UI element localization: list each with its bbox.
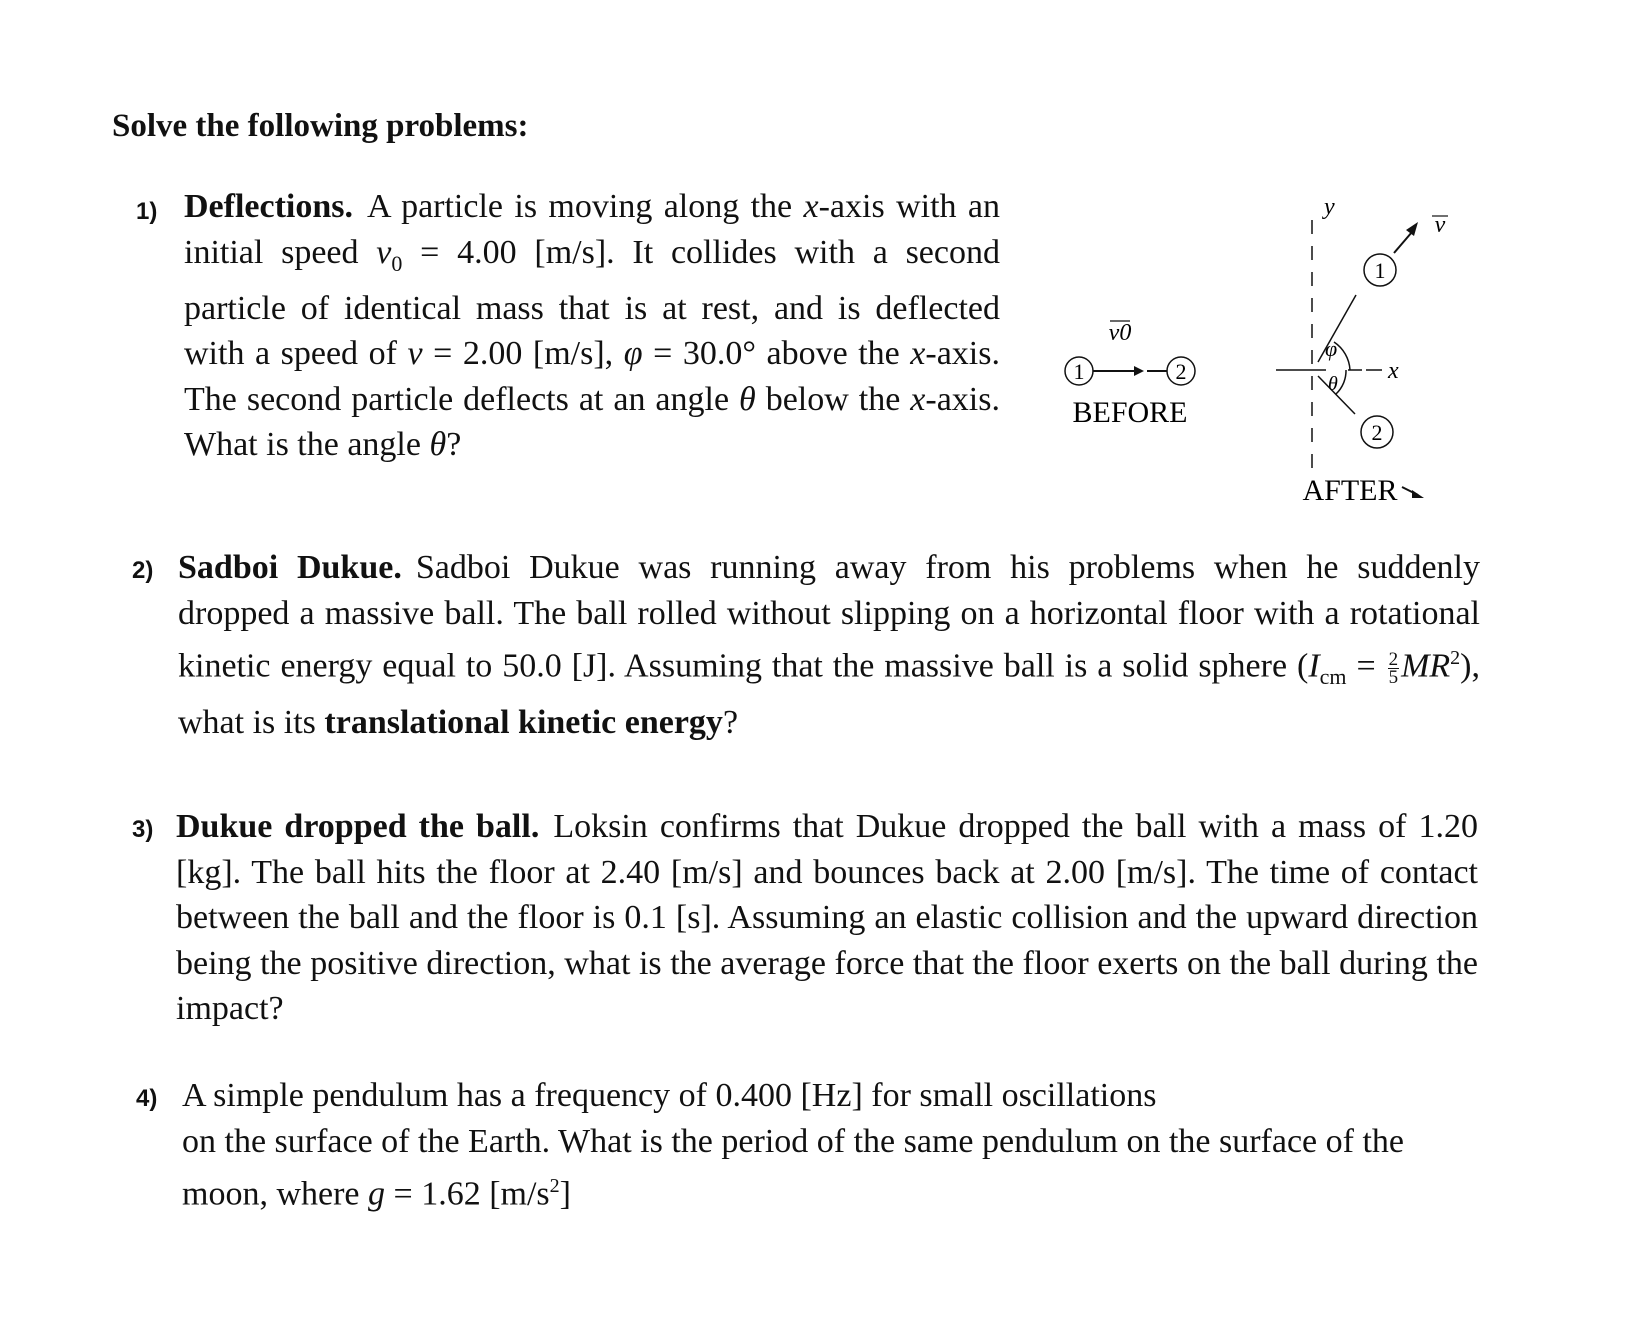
- problem-2-number: 2): [132, 557, 154, 584]
- problem-3-number: 3): [132, 816, 154, 843]
- x-label: x: [1388, 358, 1399, 384]
- y-label: y: [1324, 194, 1335, 220]
- problem-3-text: Dukue dropped the ball. Loksin confirms that Dukue dropped the ball with a mass of 1.20 [kg]. The ball hits the floor at 2.40 [m/s] and bounces back at 2.00 [m/s]. The time of contact between the ball and the floor is 0.1 [s]. Assuming an elastic collision and the upward direction being the positive direction, what is the average force that the floor exerts on the ball during the impact?: [176, 808, 1478, 1027]
- after-diagram: [1276, 194, 1448, 507]
- particle-2-before-label: 2: [1175, 359, 1187, 384]
- particle-1-before-label: 1: [1073, 359, 1085, 384]
- v0-label: v0: [1108, 320, 1132, 346]
- problem-4-number: 4): [136, 1085, 158, 1112]
- problem-2-title: Sadboi Dukue.: [178, 549, 402, 586]
- theta-label: θ: [1328, 373, 1338, 395]
- particle-1-after-label: 1: [1374, 258, 1386, 283]
- collision-figure: [1050, 190, 1470, 530]
- v-arrowhead: [1406, 222, 1418, 236]
- after-label: AFTER: [1302, 474, 1398, 507]
- problem-2-text: Sadboi Dukue. Sadboi Dukue was running away from his problems when he suddenly dropped a massive ball. The ball rolled without slipping on a horizontal floor with a rotational kinetic energy equal to 50.0 [J]. Assuming that the massive ball is a solid sphere ($I_{cm}$ = $\frac{2}{5}$ $MR^2$), what is its translational kinetic energy?: [178, 549, 1481, 741]
- v-label: v: [1434, 212, 1446, 238]
- v-arrow: [1394, 232, 1412, 253]
- phi-label: φ: [1325, 336, 1338, 361]
- v0-arrowhead: [1134, 366, 1144, 376]
- page-heading: Solve the following problems:: [112, 108, 529, 144]
- particle-2-after-label: 2: [1371, 420, 1383, 445]
- problem-1-number: 1): [136, 198, 158, 225]
- problem-1-text: Deflections. A particle is moving along the x-axis with an initial speed $v_0 = 4.00$ [m/s]. It collides with a second particle of identical mass that is at rest, and is deflected with a speed of v = 2.00 [m/s], φ = 30.0° above the x-axis. The second particle deflects at an angle θ below the x-axis. What is the angle θ?: [184, 188, 1000, 464]
- before-label: BEFORE: [1072, 396, 1188, 429]
- particle-2-arrowhead: [1412, 490, 1424, 498]
- problem-3-title: Dukue dropped the ball.: [176, 808, 540, 845]
- problem-1-title: Deflections.: [184, 188, 354, 225]
- before-diagram: [1065, 320, 1195, 429]
- problem-4-text: A simple pendulum has a frequency of 0.400 [Hz] for small oscillations on the surface of the Earth. What is the period of the same pendulum on the surface of the moon, where g = 1.62 $[m/s^2]$: [182, 1077, 1405, 1213]
